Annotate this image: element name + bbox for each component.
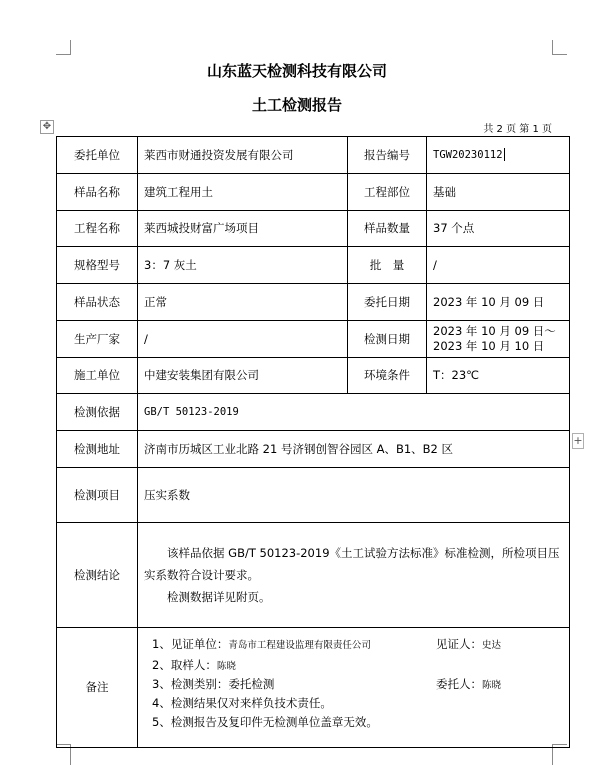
table-row xyxy=(57,394,570,431)
quantity-value[interactable]: 37 个点 xyxy=(427,211,570,247)
note-2-value: 陈晓 xyxy=(216,660,236,672)
table-row xyxy=(57,284,570,321)
entrust-date-value[interactable]: 2023 年 10 月 09 日 xyxy=(427,284,570,321)
note-witness-person xyxy=(436,637,501,652)
report-no-label: 报告编号 xyxy=(348,137,427,174)
table-row xyxy=(57,523,570,628)
entruster-value: 陈晓 xyxy=(482,679,502,691)
table-row xyxy=(57,358,570,394)
test-date-line1: 2023 年 10 月 09 日～ xyxy=(433,324,556,339)
test-date-label: 检测日期 xyxy=(348,321,427,358)
conclusion-paragraph: 该样品依据 GB/T 50123-2019《土工试验方法标准》标准检测，所检项目压实系数符合设计要求。 xyxy=(144,546,560,582)
remark-label: 备注 xyxy=(57,628,138,748)
builder-value[interactable]: 中建安装集团有限公司 xyxy=(138,358,348,394)
env-value[interactable]: T：23℃ xyxy=(427,358,570,394)
item-label: 检测项目 xyxy=(57,468,138,523)
project-label: 工程名称 xyxy=(57,211,138,247)
client-label: 委托单位 xyxy=(57,137,138,174)
address-value[interactable]: 济南市历城区工业北路 21 号济钢创智谷园区 A、B1、B2 区 xyxy=(138,431,570,468)
batch-label: 批 量 xyxy=(348,247,427,284)
spec-value[interactable]: 3：7 灰土 xyxy=(138,247,348,284)
note-witness-unit xyxy=(152,637,371,652)
plus-icon[interactable]: + xyxy=(573,434,583,447)
address-label: 检测地址 xyxy=(57,431,138,468)
basis-value: GB/T 50123-2019 xyxy=(144,406,239,419)
note-test-type: 3、检测类别：委托检测 xyxy=(152,676,275,691)
table-row xyxy=(57,211,570,247)
table-row xyxy=(57,468,570,523)
test-date-cell[interactable] xyxy=(427,321,570,358)
maker-label: 生产厂家 xyxy=(57,321,138,358)
report-no-value[interactable]: TGW20230112 xyxy=(433,149,503,162)
table-row xyxy=(57,321,570,358)
table-row xyxy=(57,137,570,174)
report-title: 土工检测报告 xyxy=(251,96,342,114)
witness-value: 史达 xyxy=(482,639,502,651)
note-1-prefix: 1、见证单位： xyxy=(152,636,229,651)
table-row xyxy=(57,174,570,211)
conclusion-note: 检测数据详见附页。 xyxy=(167,590,271,604)
conclusion-cell[interactable] xyxy=(138,523,570,628)
note-sampler xyxy=(152,658,236,673)
spec-label: 规格型号 xyxy=(57,247,138,284)
client-value[interactable]: 莱西市财通投资发展有限公司 xyxy=(138,137,348,174)
crop-mark-top-right xyxy=(552,40,567,55)
text-cursor xyxy=(504,148,505,161)
conclusion-label: 检测结论 xyxy=(57,523,138,628)
note-2-prefix: 2、取样人： xyxy=(152,657,217,672)
table-row xyxy=(57,628,570,748)
crop-mark-top-left xyxy=(56,40,71,55)
builder-label: 施工单位 xyxy=(57,358,138,394)
entrust-date-label: 委托日期 xyxy=(348,284,427,321)
note-seal: 5、检测报告及复印件无检测单位盖章无效。 xyxy=(152,714,378,729)
report-table xyxy=(56,136,570,748)
project-value[interactable]: 莱西城投财富广场项目 xyxy=(138,211,348,247)
env-label: 环境条件 xyxy=(348,358,427,394)
sample-name-label: 样品名称 xyxy=(57,174,138,211)
note-1-value: 青岛市工程建设监理有限责任公司 xyxy=(228,639,371,651)
move-cross-icon[interactable]: ✥ xyxy=(40,120,54,134)
basis-label: 检测依据 xyxy=(57,394,138,431)
page-info: 共 2 页 第 1 页 xyxy=(483,124,552,135)
table-row xyxy=(57,247,570,284)
basis-value-cell[interactable] xyxy=(138,394,570,431)
entruster-label: 委托人： xyxy=(436,676,482,691)
note-entruster xyxy=(436,677,501,692)
remark-notes xyxy=(144,633,563,743)
quantity-label: 样品数量 xyxy=(348,211,427,247)
part-label: 工程部位 xyxy=(348,174,427,211)
witness-label: 见证人： xyxy=(436,636,482,651)
company-name: 山东蓝天检测科技有限公司 xyxy=(206,62,387,80)
batch-value[interactable]: / xyxy=(427,247,570,284)
remark-cell[interactable] xyxy=(138,628,570,748)
part-value[interactable]: 基础 xyxy=(427,174,570,211)
state-value[interactable]: 正常 xyxy=(138,284,348,321)
report-no-cell[interactable] xyxy=(427,137,570,174)
note-liability: 4、检测结果仅对来样负技术责任。 xyxy=(152,695,332,710)
sample-name-value[interactable]: 建筑工程用土 xyxy=(138,174,348,211)
item-value[interactable]: 压实系数 xyxy=(138,468,570,523)
table-row xyxy=(57,431,570,468)
test-date-line2: 2023 年 10 月 10 日 xyxy=(433,339,545,353)
state-label: 样品状态 xyxy=(57,284,138,321)
maker-value[interactable]: / xyxy=(138,321,348,358)
